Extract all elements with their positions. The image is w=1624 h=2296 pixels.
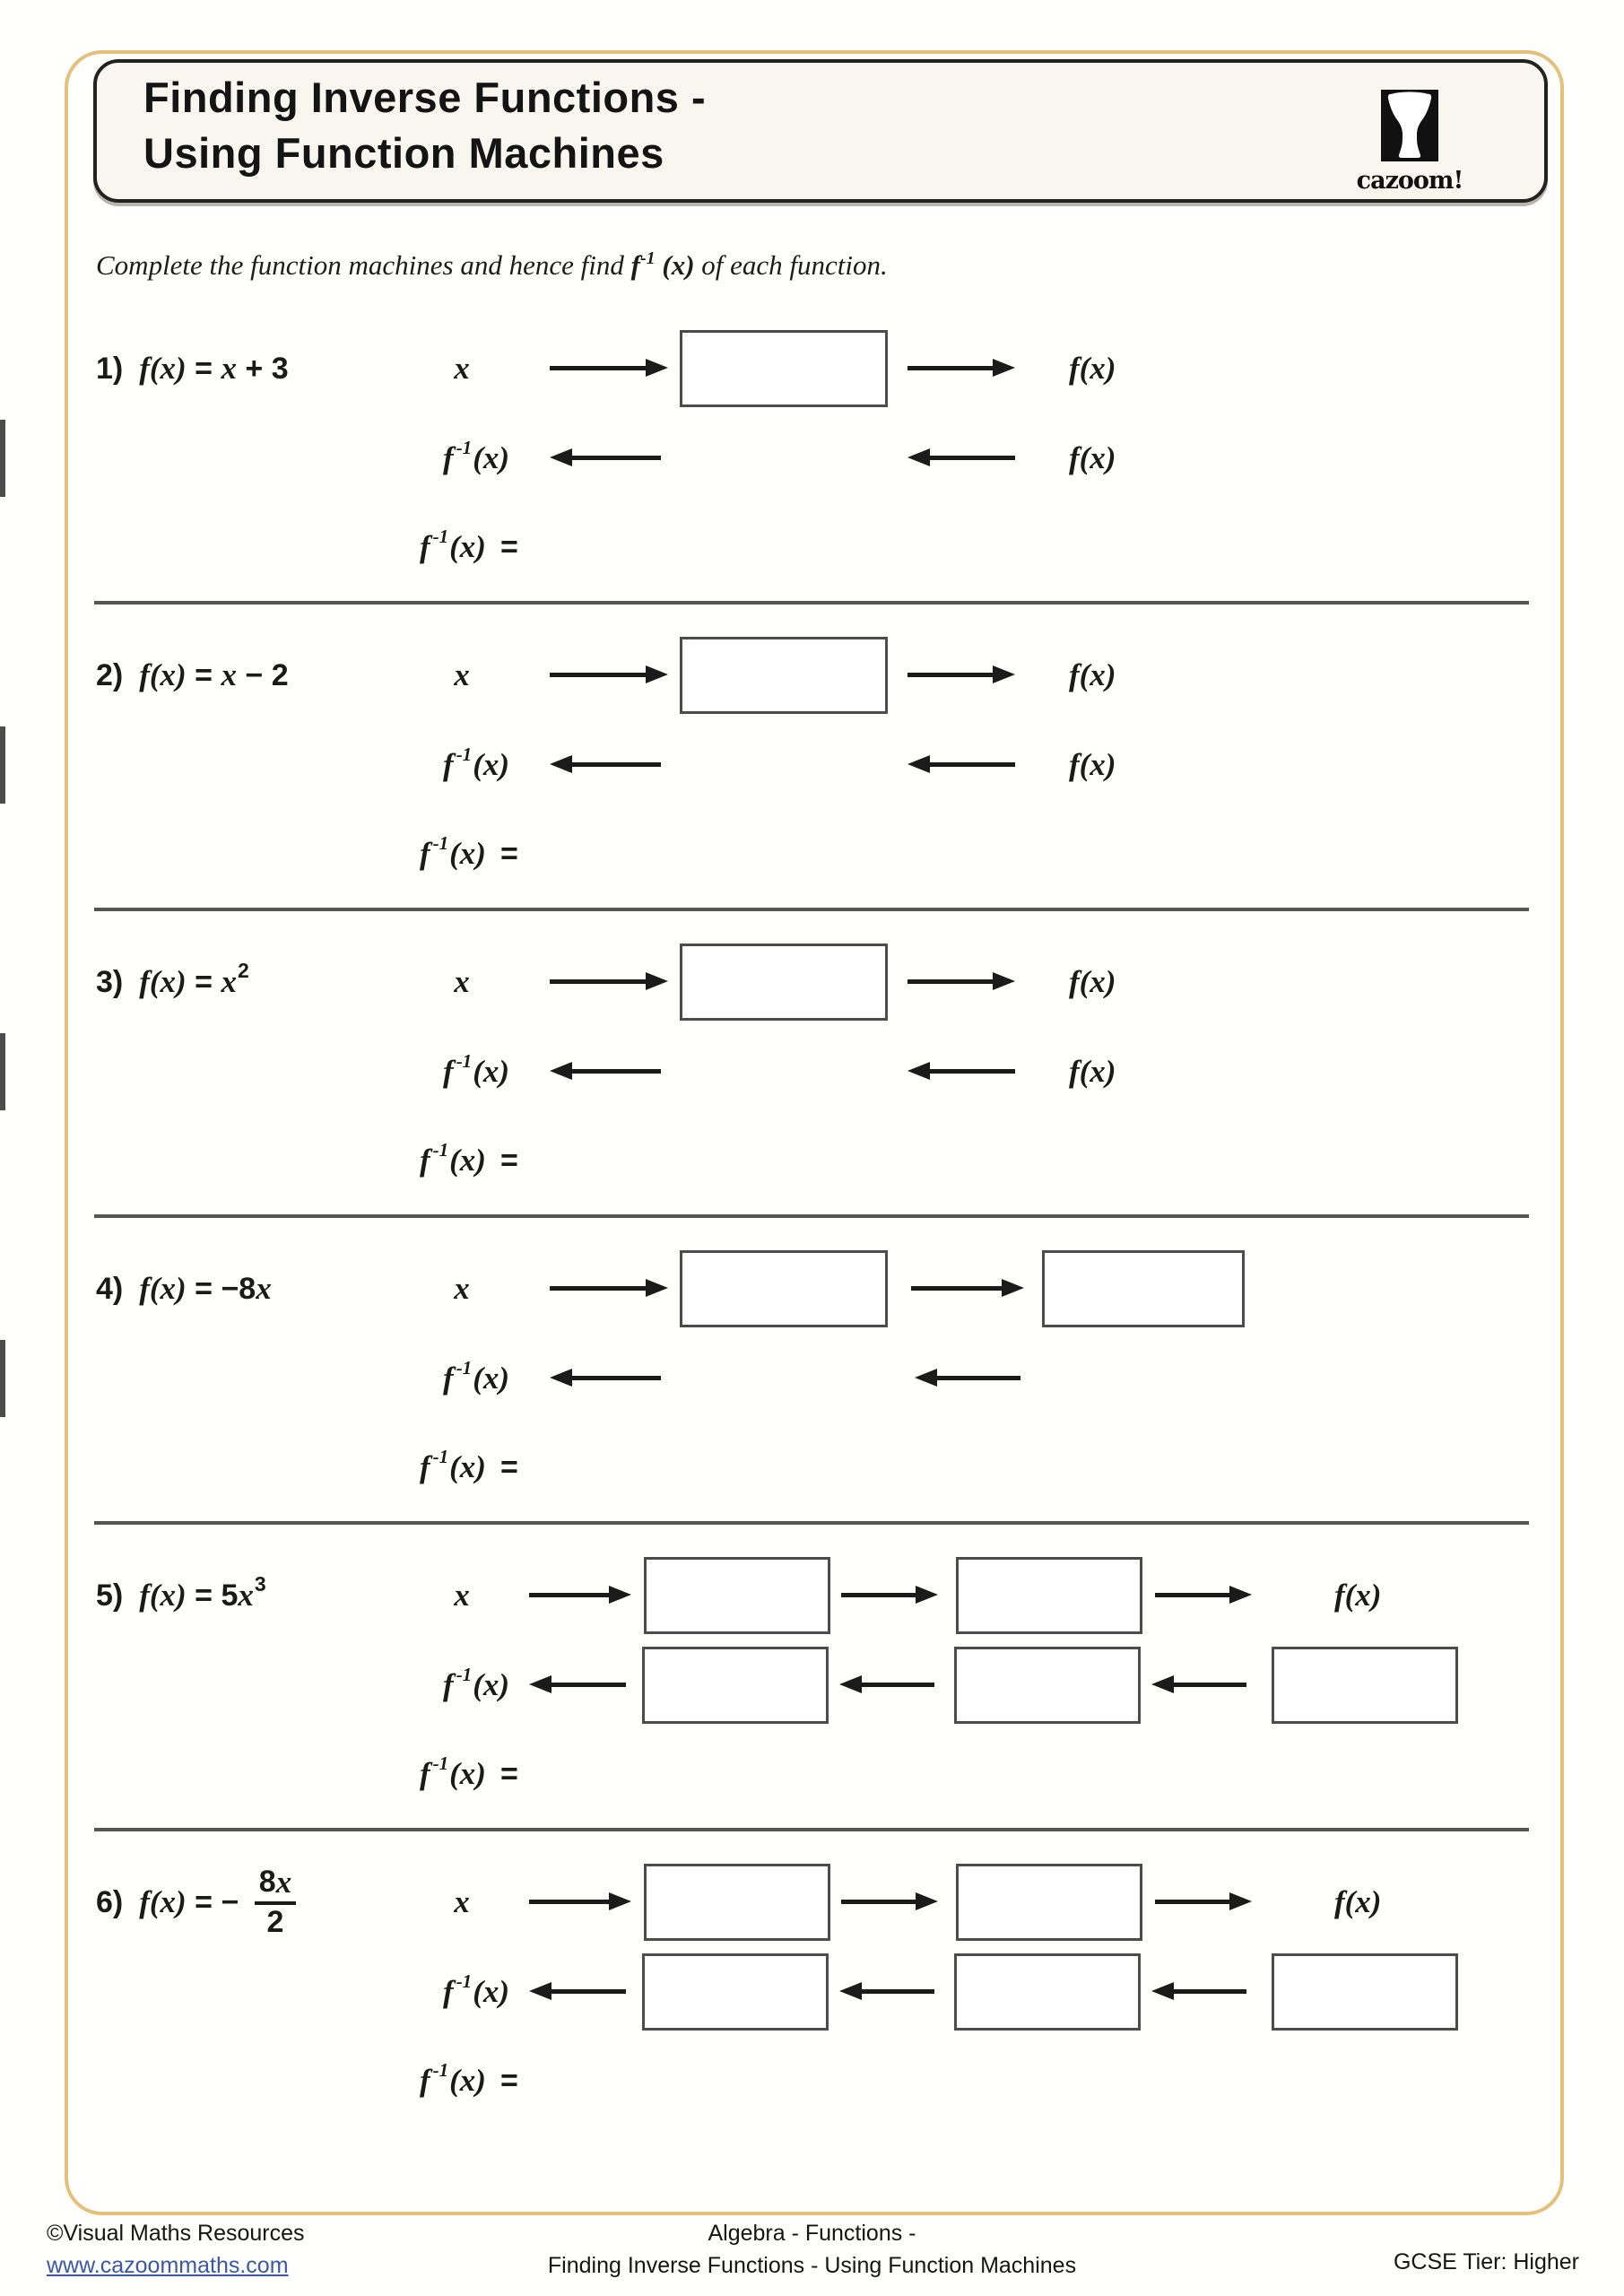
- footer-tier: GCSE Tier: Higher: [1393, 2249, 1579, 2274]
- machine-input-label: x: [454, 1884, 470, 1919]
- instruction-text: Complete the function machines and hence find $f^{-1}$ (x) of each function.: [96, 248, 888, 281]
- arrow-right-icon: [1155, 1593, 1230, 1597]
- title-line-2: Using Function Machines: [143, 129, 664, 177]
- machine-output-label: f(x): [1069, 964, 1116, 999]
- machine-blank-box[interactable]: [680, 637, 888, 714]
- machine-input-label: x: [454, 1578, 470, 1613]
- machine-blank-box[interactable]: [642, 1953, 829, 2031]
- machine-input-label: x: [454, 657, 470, 692]
- arrow-left-icon: [861, 1989, 934, 1994]
- machine-blank-box[interactable]: [0, 1033, 5, 1110]
- answer-line[interactable]: f -1 (x) =: [420, 1138, 518, 1178]
- arrow-right-icon: [908, 979, 994, 984]
- arrow-right-icon: [550, 673, 647, 677]
- problem-number: 6): [96, 1884, 124, 1919]
- section-divider: [94, 1828, 1529, 1831]
- arrow-left-icon: [571, 456, 661, 460]
- answer-line[interactable]: f -1 (x) =: [420, 525, 518, 564]
- inverse-function-label: f -1 (x): [443, 1663, 509, 1702]
- machine-blank-box[interactable]: [956, 1864, 1142, 1941]
- machine-blank-box[interactable]: [1272, 1647, 1458, 1724]
- machine-blank-box[interactable]: [642, 1647, 829, 1724]
- cazoommaths-link[interactable]: www.cazoommaths.com: [47, 2253, 289, 2278]
- inverse-function-label: f -1 (x): [443, 1356, 509, 1396]
- arrow-left-icon: [551, 1989, 626, 1994]
- page-title: [143, 70, 706, 181]
- arrow-left-icon: [571, 762, 661, 767]
- answer-line[interactable]: f -1 (x) =: [420, 2058, 518, 2098]
- arrow-left-icon: [1173, 1989, 1246, 1994]
- instruction-math-sup: -1: [639, 248, 656, 268]
- problem-formula: f(x) = −8 x: [139, 1271, 272, 1306]
- problem-label: [96, 1250, 272, 1327]
- arrow-left-icon: [929, 762, 1015, 767]
- section-divider: [94, 1521, 1529, 1525]
- logo-wordmark: cazoom!: [1356, 167, 1463, 195]
- machine-blank-box[interactable]: [0, 1340, 5, 1417]
- problem-label: [96, 330, 289, 407]
- inverse-function-label: f -1 (x): [443, 1049, 509, 1089]
- machine-blank-box[interactable]: [1272, 1953, 1458, 2031]
- machine-blank-box[interactable]: [954, 1647, 1141, 1724]
- machine-blank-box[interactable]: [1042, 1250, 1245, 1327]
- arrow-left-icon: [861, 1683, 934, 1687]
- cazoom-logo: [1347, 90, 1472, 195]
- machine-blank-box[interactable]: [644, 1557, 830, 1634]
- problem-formula: f(x) = x 2: [139, 958, 249, 999]
- arrow-left-icon: [936, 1376, 1020, 1380]
- footer-worksheet-name: Finding Inverse Functions - Using Function Machines: [547, 2253, 1077, 2278]
- footer-center: [0, 2217, 1624, 2282]
- title-line-1: Finding Inverse Functions -: [143, 74, 707, 121]
- section-divider: [94, 1214, 1529, 1218]
- machine-output-label: f(x): [1334, 1884, 1382, 1919]
- inverse-function-label: f -1 (x): [443, 1970, 509, 2009]
- copyright-text: ©Visual Maths Resources: [47, 2221, 305, 2246]
- footer-category: Algebra - Functions -: [708, 2221, 916, 2246]
- title-box: [93, 59, 1548, 203]
- machine-output-label: f(x): [1069, 351, 1116, 386]
- problem-number: 1): [96, 351, 124, 386]
- arrow-left-icon: [1173, 1683, 1246, 1687]
- problem-label: [96, 1864, 296, 1941]
- problem-formula: f(x) = 5 x 3: [139, 1571, 266, 1613]
- problem-formula: f(x) = x − 2: [139, 657, 289, 692]
- arrow-left-icon: [571, 1376, 661, 1380]
- inverse-input-label: f(x): [1069, 747, 1116, 782]
- machine-blank-box[interactable]: [644, 1864, 830, 1941]
- arrow-right-icon: [1155, 1900, 1230, 1904]
- machine-blank-box[interactable]: [954, 1953, 1141, 2031]
- arrow-left-icon: [551, 1683, 626, 1687]
- machine-blank-box[interactable]: [0, 420, 5, 497]
- machine-output-label: f(x): [1069, 657, 1116, 692]
- machine-input-label: x: [454, 1271, 470, 1306]
- arrow-right-icon: [529, 1900, 610, 1904]
- fraction: 8 x 2: [255, 1866, 296, 1938]
- problem-number: 4): [96, 1271, 124, 1306]
- inverse-input-label: f(x): [1069, 1054, 1116, 1089]
- instruction-math-f: f: [630, 249, 640, 281]
- problem-label: [96, 637, 289, 714]
- problem-number: 3): [96, 964, 124, 999]
- problem-formula: f(x) = x + 3: [139, 351, 289, 386]
- arrow-right-icon: [550, 979, 647, 984]
- inverse-function-label: f -1 (x): [443, 436, 509, 475]
- machine-blank-box[interactable]: [680, 1250, 888, 1327]
- problem-number: 5): [96, 1578, 124, 1613]
- machine-blank-box[interactable]: [956, 1557, 1142, 1634]
- section-divider: [94, 908, 1529, 911]
- machine-blank-box[interactable]: [0, 726, 5, 804]
- arrow-right-icon: [841, 1900, 916, 1904]
- problem-number: 2): [96, 657, 124, 692]
- inverse-function-label: f -1 (x): [443, 743, 509, 782]
- answer-line[interactable]: f -1 (x) =: [420, 831, 518, 871]
- arrow-left-icon: [929, 456, 1015, 460]
- arrow-right-icon: [908, 366, 994, 370]
- problem-label: [96, 1557, 266, 1634]
- instruction-math-x: (x): [655, 249, 695, 281]
- machine-output-label: f(x): [1334, 1578, 1382, 1613]
- djembe-drum-icon: [1381, 90, 1438, 161]
- machine-blank-box[interactable]: [680, 330, 888, 407]
- arrow-left-icon: [571, 1069, 661, 1074]
- machine-input-label: x: [454, 351, 470, 386]
- arrow-right-icon: [908, 673, 994, 677]
- arrow-right-icon: [911, 1286, 1003, 1291]
- arrow-left-icon: [929, 1069, 1015, 1074]
- arrow-right-icon: [841, 1593, 916, 1597]
- problem-label: [96, 944, 249, 1021]
- answer-line[interactable]: f -1 (x) =: [420, 1752, 518, 1791]
- machine-input-label: x: [454, 964, 470, 999]
- arrow-right-icon: [550, 366, 647, 370]
- section-divider: [94, 601, 1529, 604]
- inverse-input-label: f(x): [1069, 440, 1116, 475]
- arrow-right-icon: [529, 1593, 610, 1597]
- answer-line[interactable]: f -1 (x) =: [420, 1445, 518, 1484]
- problem-formula: f(x) = − 8 x 2: [139, 1866, 296, 1938]
- arrow-right-icon: [550, 1286, 647, 1291]
- machine-blank-box[interactable]: [680, 944, 888, 1021]
